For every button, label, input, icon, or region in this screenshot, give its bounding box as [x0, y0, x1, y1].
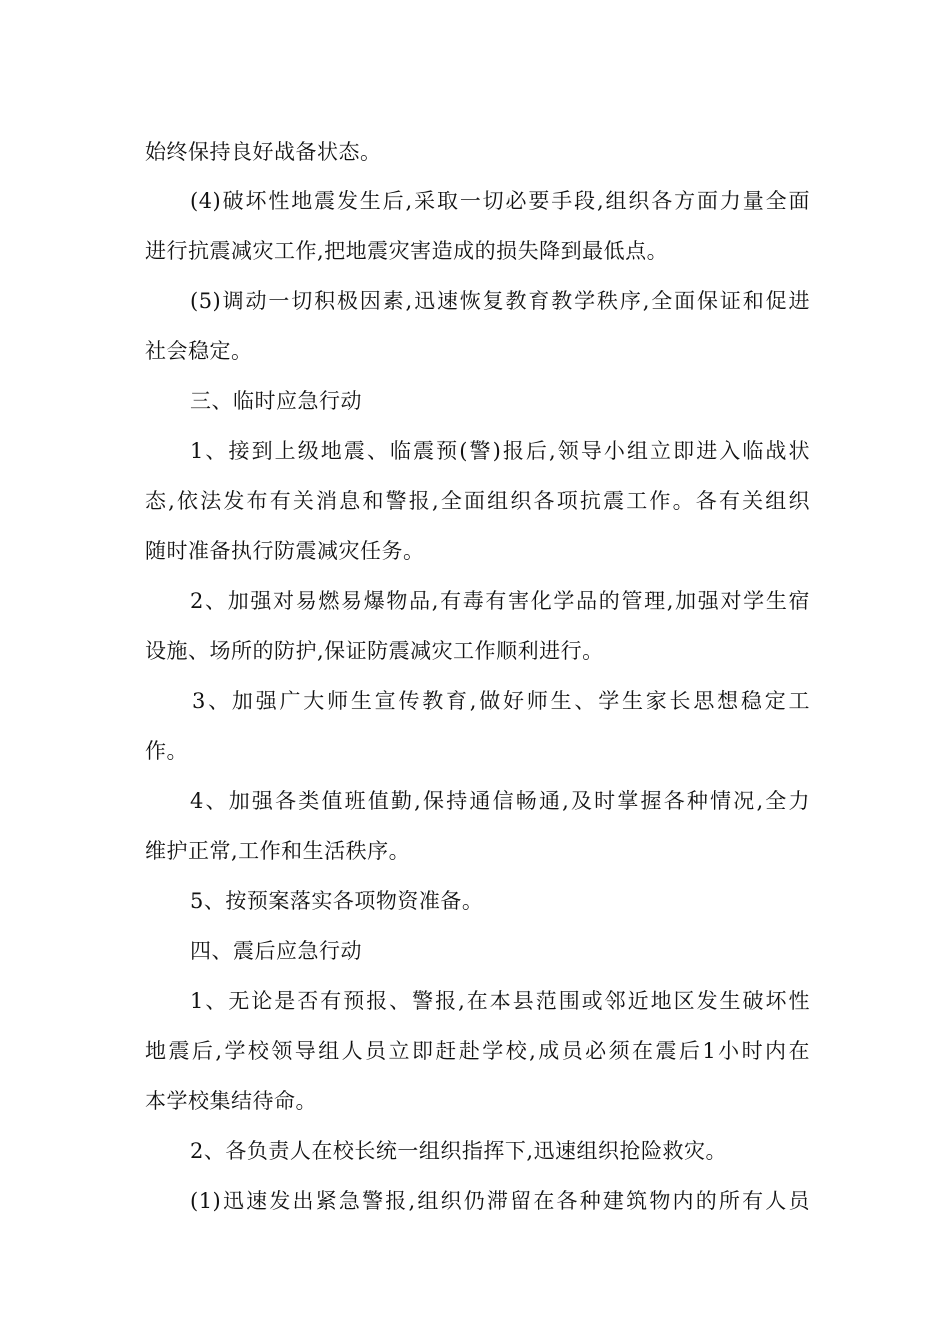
text-line: 随时准备执行防震减灾任务。: [145, 539, 425, 563]
text-line: 1、无论是否有预报、警报,在本县范围或邻近地区发生破坏性: [190, 989, 810, 1013]
text-line: 地震后,学校领导组人员立即赶赴学校,成员必须在震后1小时内在: [145, 1039, 810, 1063]
text-line: 2、加强对易燃易爆物品,有毒有害化学品的管理,加强对学生宿: [190, 589, 810, 613]
text-line: 2、各负责人在校长统一组织指挥下,迅速组织抢险救灾。: [190, 1139, 728, 1163]
text-line: (4)破坏性地震发生后,采取一切必要手段,组织各方面力量全面: [190, 189, 810, 213]
text-line: 4、加强各类值班值勤,保持通信畅通,及时掌握各种情况,全力: [190, 789, 810, 813]
text-line: 3、加强广大师生宣传教育,做好师生、学生家长思想稳定工: [192, 689, 810, 713]
text-line: 社会稳定。: [145, 339, 253, 363]
text-line: 维护正常,工作和生活秩序。: [145, 839, 411, 863]
text-line: 设施、场所的防护,保证防震减灾工作顺利进行。: [145, 639, 604, 663]
text-line: 始终保持良好战备状态。: [145, 140, 382, 164]
text-line: 作。: [145, 739, 188, 763]
section-heading: 三、临时应急行动: [190, 389, 362, 413]
text-line: (1)迅速发出紧急警报,组织仍滞留在各种建筑物内的所有人员: [190, 1189, 810, 1213]
text-line: 本学校集结待命。: [145, 1089, 317, 1113]
text-line: 1、接到上级地震、临震预(警)报后,领导小组立即进入临战状: [190, 439, 810, 463]
text-line: 进行抗震减灾工作,把地震灾害造成的损失降到最低点。: [145, 239, 669, 263]
text-line: 态,依法发布有关消息和警报,全面组织各项抗震工作。各有关组织: [145, 489, 810, 513]
text-line: 5、按预案落实各项物资准备。: [190, 889, 484, 913]
section-heading: 四、震后应急行动: [190, 939, 362, 963]
text-line: (5)调动一切积极因素,迅速恢复教育教学秩序,全面保证和促进: [190, 289, 810, 313]
